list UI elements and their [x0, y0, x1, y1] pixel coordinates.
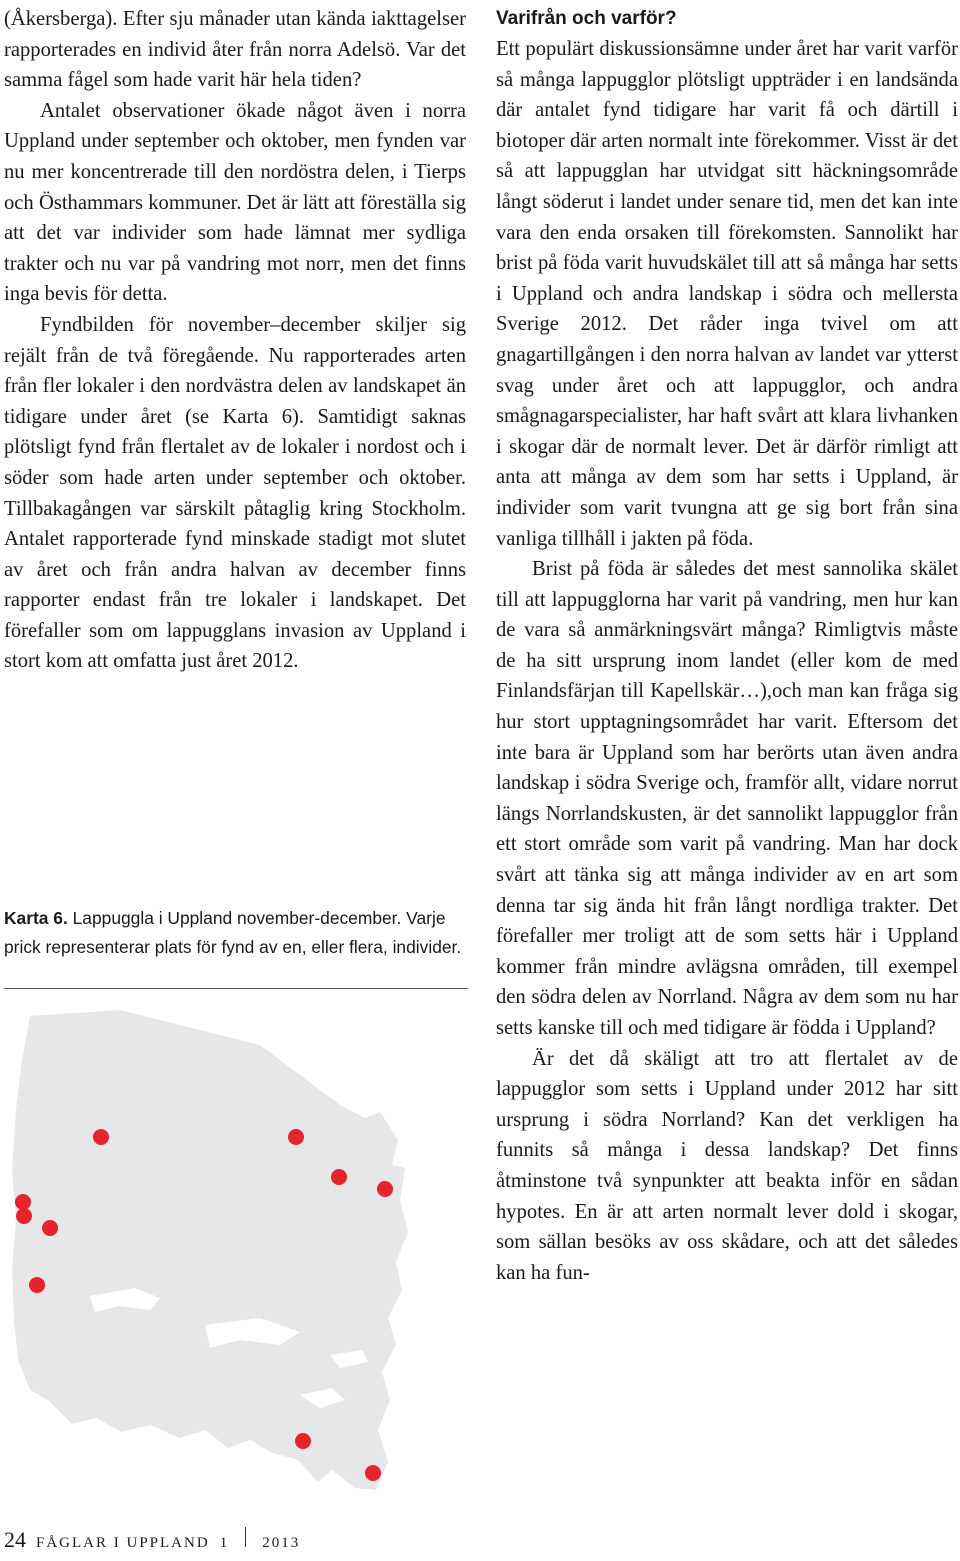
caption-label: Karta 6.	[4, 908, 68, 928]
left-column	[4, 4, 466, 677]
page-number: 24	[4, 1527, 26, 1552]
map-caption	[4, 904, 466, 962]
uppland-map	[0, 1006, 470, 1500]
journal-name: FÅGLAR I UPPLAND	[36, 1535, 210, 1551]
issue-year: 2013	[262, 1535, 301, 1551]
left-paragraph-1: (Åkersberga). Efter sju månader utan kända iakttagelser rapporterades en individ åter från norra Adelsö. Var det samma fågel som hade varit här hela tiden?	[4, 8, 466, 92]
observation-dot	[15, 1194, 31, 1210]
right-column	[496, 4, 958, 1288]
observation-dot	[93, 1129, 109, 1145]
observation-dot	[29, 1277, 45, 1293]
issue-volume: 1	[219, 1535, 230, 1551]
observation-dot	[16, 1208, 32, 1224]
right-paragraph-2: Brist på föda är således det mest sannolika skälet till att lappugglorna har varit på vandring, men hur kan de vara så anmärkningsvärt många? Rimligtvis måste de ha sitt ursprung inom landet (eller kom de med Finlandsfärjan till Kapellskär…),och man kan fråga sig hur stort upptagningsområdet har varit. Eftersom det inte bara är Uppland som har berörts utan även andra landskap i södra Sverige och, framför allt, vidare norrut längs Norrlandskusten, är det sannolikt lappugglor från ett stort område som varit på vandring. Man har dock svårt att tänka sig att många individer av en art som denna tar sig ända hit från långt nordliga trakter. Det förefaller mer troligt att de som setts här i Uppland kommer från mindre avlägsna områden, till exempel den södra delen av Norrland. Några av dem som nu har setts kanske till och med tidigare är födda i Uppland?	[496, 558, 958, 1039]
page-footer	[4, 1527, 300, 1561]
issue-separator	[245, 1527, 246, 1547]
caption-divider	[4, 988, 468, 989]
observation-dot	[365, 1465, 381, 1481]
observation-dot	[42, 1220, 58, 1236]
observation-dot	[295, 1433, 311, 1449]
section-heading: Varifrån och varför?	[496, 8, 677, 29]
left-paragraph-3: Fyndbilden för november–december skiljer sig rejält från de två föregående. Nu rapporterades arten från fler lokaler i den nordvästra delen av landskapet än tidigare under året (se Karta 6). Samtidigt saknas plötsligt fynd från flertalet av de lokaler i nordost och i söder som hade arten under september och oktober. Tillbakagången var särskilt påtaglig kring Stockholm. Antalet rapporterade fynd minskade stadigt mot slutet av året och från andra halvan av december finns rapporter endast från tre lokaler i landskapet. Det förefaller som om lappugglans invasion av Uppland i stort kom att omfatta just året 2012.	[4, 313, 466, 673]
observation-dot	[377, 1181, 393, 1197]
left-paragraph-2: Antalet observationer ökade något även i norra Uppland under september och oktober, men fynden var nu mer koncentrerade till den nordöstra delen, i Tierps och Östhammars kommuner. Det är lätt att föreställa sig att det var individer som hade lämnat mer sydliga trakter och nu var på vandring mot norr, men det finns inga bevis för detta.	[4, 99, 466, 306]
uppland-land-area	[12, 1010, 408, 1490]
right-paragraph-1: Ett populärt diskussionsämne under året har varit varför så många lappugglor plötsligt uppträder i en landsända där antalet fynd tidigare har varit få och därtill i biotoper där arten normalt inte förekommer. Visst är det så att lappugglan har utvidgat sitt häckningsområde långt söderut i landet under senare tid, men det kan inte vara den enda orsaken till förekomsten. Sannolikt har brist på föda varit huvudskälet till att så många har setts i Uppland och andra landskap i södra och mellersta Sverige 2012. Det råder inga tvivel om att gnagartillgången i den norra halvan av landet var ytterst svag under året och att lappugglor, och andra smågnagarspecialister, har haft svårt att klara livhanken i skogar där de normalt lever. Det är därför rimligt att anta att många av dem som har setts i Uppland, är individer som varit tvungna att ge sig bort från sina vanliga tillhåll i jakten på föda.	[496, 38, 958, 550]
observation-dot	[331, 1169, 347, 1185]
observation-dot	[288, 1129, 304, 1145]
caption-text: Lappuggla i Uppland november-december. Varje prick representerar plats för fynd av en, eller flera, individer.	[4, 908, 462, 957]
right-paragraph-3: Är det då skäligt att tro att flertalet av de lappugglor som setts i Uppland under 2012 har sitt ursprung i södra Norrland? Kan det verkligen ha funnits så många i dessa landskap? Det finns åtminstone två synpunkter att beakta inför en sådan hypotes. En är att arten normalt lever dold i skogar, som sällan besöks av oss skådare, och att det således kan ha fun-	[496, 1047, 958, 1284]
